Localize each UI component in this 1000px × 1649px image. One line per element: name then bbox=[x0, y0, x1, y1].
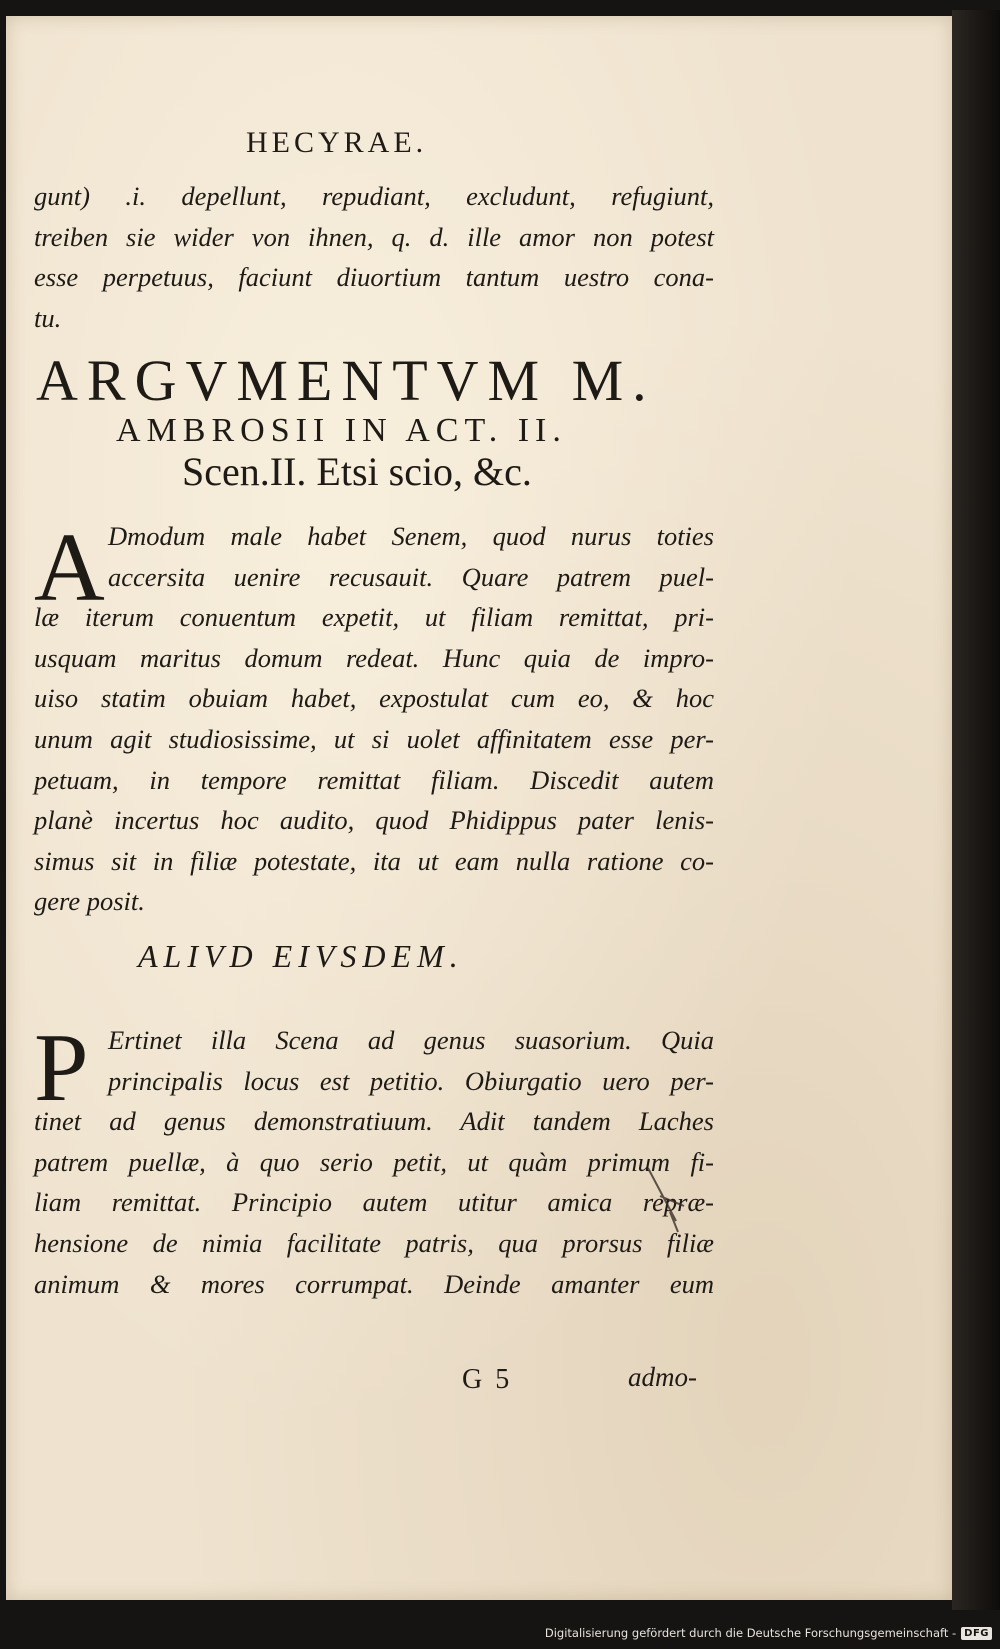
text-line: uiso statim obuiam habet, expostulat cum eo, & hoc bbox=[34, 683, 714, 714]
paragraph-continuation bbox=[34, 176, 714, 338]
text-line: usquam maritus domum redeat. Hunc quia de impro- bbox=[34, 642, 714, 673]
text-line: liam remittat. Principio autem utitur amica repræ- bbox=[34, 1187, 714, 1218]
text-line: gere posit. bbox=[34, 886, 145, 917]
drop-capital: P bbox=[34, 1014, 89, 1122]
text-line: læ iterum conuentum expetit, ut filiam remittat, pri- bbox=[34, 602, 714, 633]
text-line: principalis locus est petitio. Obiurgatio uero per- bbox=[108, 1065, 714, 1096]
text-line: planè incertus hoc audito, quod Phidippus pater lenis- bbox=[34, 805, 714, 836]
text-line: tu. bbox=[34, 302, 62, 333]
dfg-logo: DFG bbox=[961, 1627, 992, 1640]
text-line: accersita uenire recusauit. Quare patrem puel- bbox=[108, 561, 714, 592]
catchword: admo- bbox=[628, 1362, 697, 1392]
argument-paragraph bbox=[34, 516, 714, 922]
subsection-heading: ALIVD EIVSDEM. bbox=[138, 938, 464, 974]
text-line: petuam, in tempore remittat filiam. Discedit autem bbox=[34, 764, 714, 795]
text-line: Ertinet illa Scena ad genus suasorium. Quia bbox=[108, 1025, 714, 1055]
ink-scratch-mark bbox=[646, 1166, 686, 1236]
text-line: Dmodum male habet Senem, quod nurus toties bbox=[108, 521, 714, 551]
book-gutter-shadow bbox=[952, 10, 1000, 1610]
text-line: treiben sie wider von ihnen, q. d. ille amor non potest bbox=[34, 221, 714, 252]
second-argument-paragraph bbox=[34, 1014, 714, 1304]
running-head: HECYRAE. bbox=[246, 126, 428, 159]
text-line: animum & mores corrumpat. Deinde amanter eum bbox=[34, 1268, 714, 1299]
digitization-credit bbox=[545, 1626, 992, 1640]
drop-capital: A bbox=[34, 514, 105, 622]
text-line: gunt) .i. depellunt, repudiant, excludunt, refugiunt, bbox=[34, 181, 714, 211]
credit-text: Digitalisierung gefördert durch die Deutsche Forschungsgemeinschaft - bbox=[544, 1626, 957, 1640]
text-line: esse perpetuus, faciunt diuortium tantum uestro cona- bbox=[34, 262, 714, 293]
section-title: ARGVMENTVM M. bbox=[36, 348, 656, 413]
section-subtitle: AMBROSII IN ACT. II. bbox=[116, 412, 567, 449]
text-line: unum agit studiosissime, ut si uolet affinitatem esse per- bbox=[34, 723, 714, 754]
text-line: patrem puellæ, à quo serio petit, ut quàm primum fi- bbox=[34, 1146, 714, 1177]
text-line: simus sit in filiæ potestate, ita ut eam nulla ratione co- bbox=[34, 845, 714, 876]
text-line: hensione de nimia facilitate patris, qua prorsus filiæ bbox=[34, 1227, 714, 1258]
book-page bbox=[6, 16, 952, 1600]
signature-mark: G 5 bbox=[462, 1364, 513, 1395]
text-line: tinet ad genus demonstratiuum. Adit tandem Laches bbox=[34, 1106, 714, 1137]
section-reference: Scen.II. Etsi scio, &c. bbox=[182, 449, 532, 494]
